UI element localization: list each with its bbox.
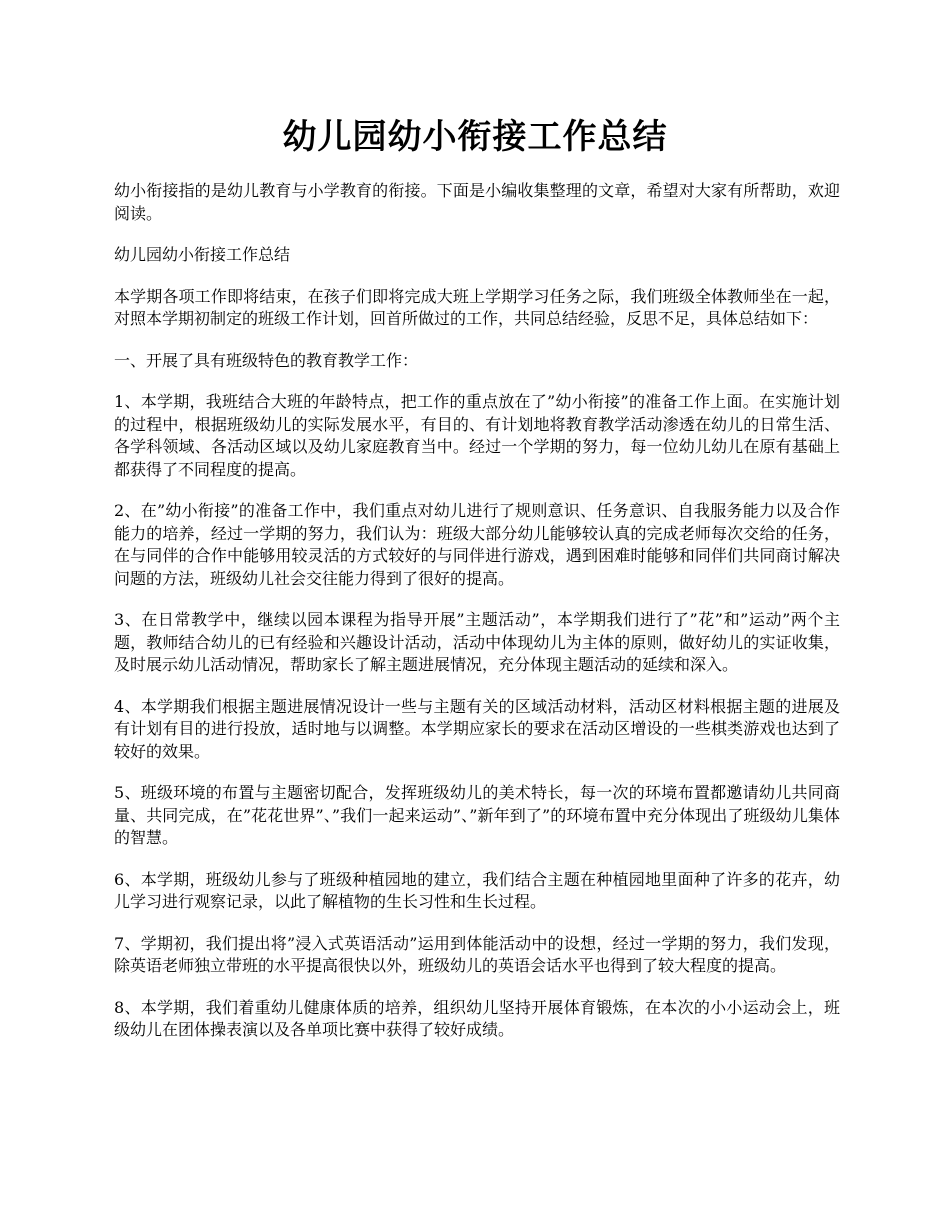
section-heading: 一、开展了具有班级特色的教育教学工作：: [114, 350, 419, 370]
opening-paragraph: 本学期各项工作即将结束，在孩子们即将完成大班上学期学习任务之际，我们班级全体教师坐在一起，对照本学期初制定的班级工作计划，回首所做过的工作，共同总结经验，反思不足，具体总结如下：: [114, 286, 840, 328]
document-title: 幼儿园幼小衔接工作总结: [282, 117, 668, 157]
item-paragraph-7: 7、学期初，我们提出将”浸入式英语活动”运用到体能活动中的设想，经过一学期的努力，我们发现，除英语老师独立带班的水平提高很快以外，班级幼儿的英语会话水平也得到了较大程度的提高。: [114, 933, 840, 975]
item-paragraph-1: 1、本学期，我班结合大班的年龄特点，把工作的重点放在了”幼小衔接”的准备工作上面。在实施计划的过程中，根据班级幼儿的实际发展水平，有目的、有计划地将教育教学活动渗透在幼儿的日常生活、各学科领域、各活动区域以及幼儿家庭教育当中。经过一个学期的努力，每一位幼儿幼儿在原有基础上都获得了不同程度的提高。: [114, 392, 840, 479]
item-paragraph-8: 8、本学期，我们着重幼儿健康体质的培养，组织幼儿坚持开展体育锻炼，在本次的小小运动会上，班级幼儿在团体操表演以及各单项比赛中获得了较好成绩。: [114, 997, 840, 1039]
item-paragraph-5: 5、班级环境的布置与主题密切配合，发挥班级幼儿的美术特长，每一次的环境布置都邀请幼儿共同商量、共同完成，在”花花世界”、”我们一起来运动”、”新年到了”的环境布置中充分体现出了班级幼儿集体的智慧。: [114, 783, 840, 847]
item-paragraph-4: 4、本学期我们根据主题进展情况设计一些与主题有关的区域活动材料，活动区材料根据主题的进展及有计划有目的进行投放，适时地与以调整。本学期应家长的要求在活动区增设的一些棋类游戏也达到了较好的效果。: [114, 696, 840, 761]
document-body: [114, 180, 840, 1061]
item-paragraph-3: 3、在日常教学中，继续以园本课程为指导开展”主题活动”，本学期我们进行了”花”和”运动”两个主题，教师结合幼儿的已有经验和兴趣设计活动，活动中体现幼儿为主体的原则，做好幼儿的实证收集，及时展示幼儿活动情况，帮助家长了解主题进展情况，充分体现主题活动的延续和深入。: [114, 610, 840, 674]
item-paragraph-2: 2、在”幼小衔接”的准备工作中，我们重点对幼儿进行了规则意识、任务意识、自我服务能力以及合作能力的培养，经过一学期的努力，我们认为：班级大部分幼儿能够较认真的完成老师每次交给的任务，在与同伴的合作中能够用较灵活的方式较好的与同伴进行游戏，遇到困难时能够和同伴们共同商讨解决问题的方法，班级幼儿社会交往能力得到了很好的提高。: [114, 501, 840, 588]
item-paragraph-6: 6、本学期，班级幼儿参与了班级种植园地的建立，我们结合主题在种植园地里面种了许多的花卉，幼儿学习进行观察记录，以此了解植物的生长习性和生长过程。: [114, 869, 840, 911]
subtitle-paragraph: 幼儿园幼小衔接工作总结: [114, 245, 291, 264]
intro-paragraph: 幼小衔接指的是幼儿教育与小学教育的衔接。下面是小编收集整理的文章，希望对大家有所帮助，欢迎阅读。: [114, 181, 840, 223]
